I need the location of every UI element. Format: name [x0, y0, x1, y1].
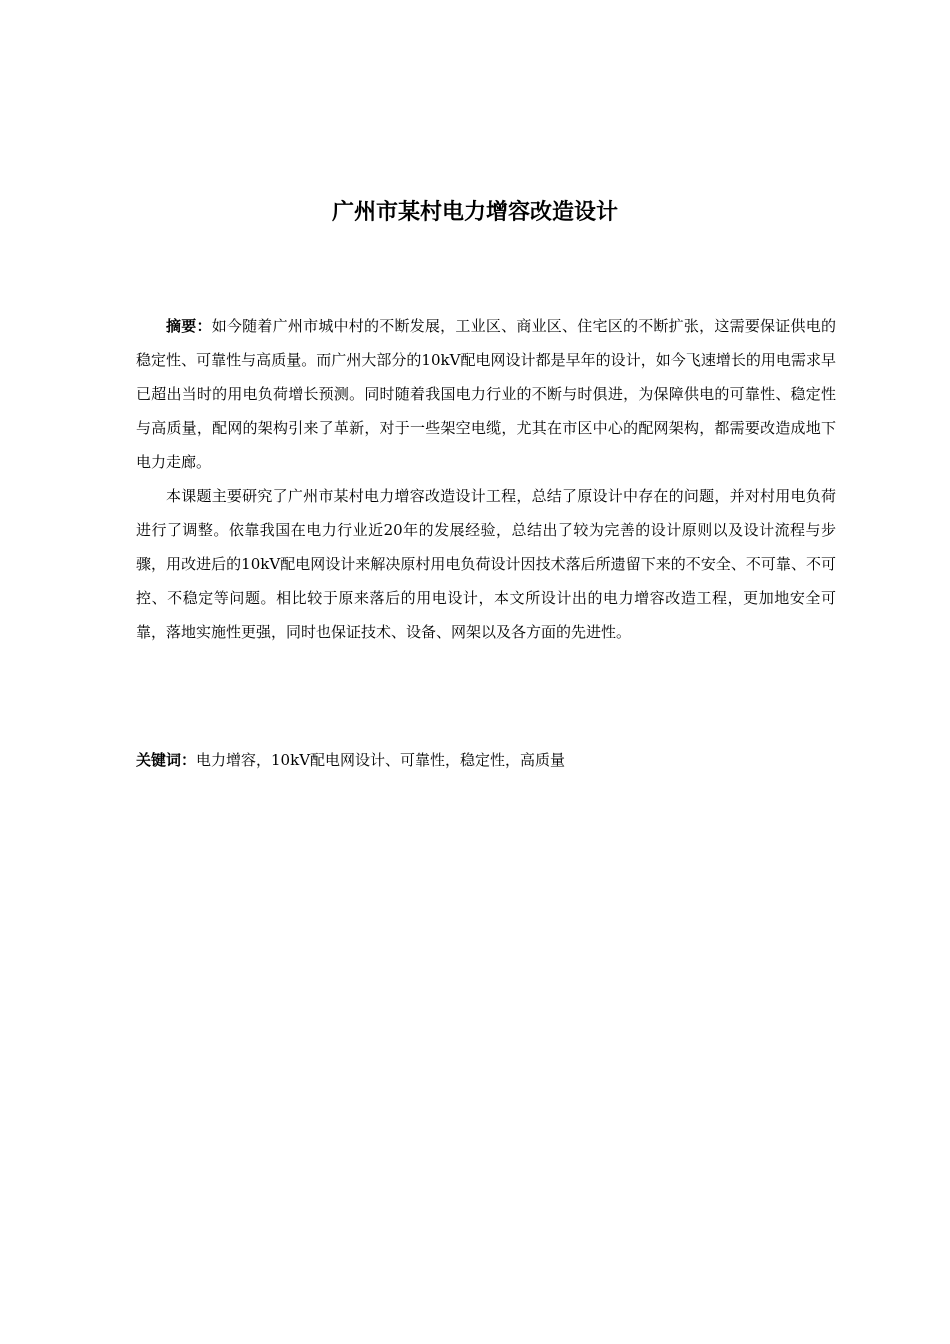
keywords-text: 电力增容，10kV配电网设计、可靠性，稳定性，高质量 — [196, 751, 566, 769]
abstract-paragraph-1 — [136, 309, 836, 479]
keywords-line — [136, 743, 836, 777]
abstract-section — [136, 309, 836, 649]
abstract-label: 摘要： — [166, 317, 212, 335]
abstract-paragraph-1-text: 如今随着广州市城中村的不断发展，工业区、商业区、住宅区的不断扩张，这需要保证供电的稳定性、可靠性与高质量。而广州大部分的10kV配电网设计都是早年的设计，如今飞速增长的用电需求早已超出当时的用电负荷增长预测。同时随着我国电力行业的不断与时俱进，为保障供电的可靠性、稳定性与高质量，配网的架构引来了革新，对于一些架空电缆，尤其在市区中心的配网架构，都需要改造成地下电力走廊。 — [136, 317, 836, 471]
abstract-paragraph-2: 本课题主要研究了广州市某村电力增容改造设计工程，总结了原设计中存在的问题，并对村用电负荷进行了调整。依靠我国在电力行业近20年的发展经验，总结出了较为完善的设计原则以及设计流程与步骤，用改进后的10kV配电网设计来解决原村用电负荷设计因技术落后所遗留下来的不安全、不可靠、不可控、不稳定等问题。相比较于原来落后的用电设计，本文所设计出的电力增容改造工程，更加地安全可靠，落地实施性更强，同时也保证技术、设备、网架以及各方面的先进性。 — [136, 487, 836, 641]
document-title: 广州市某村电力增容改造设计 — [331, 200, 618, 225]
keywords-label: 关键词： — [136, 751, 197, 769]
